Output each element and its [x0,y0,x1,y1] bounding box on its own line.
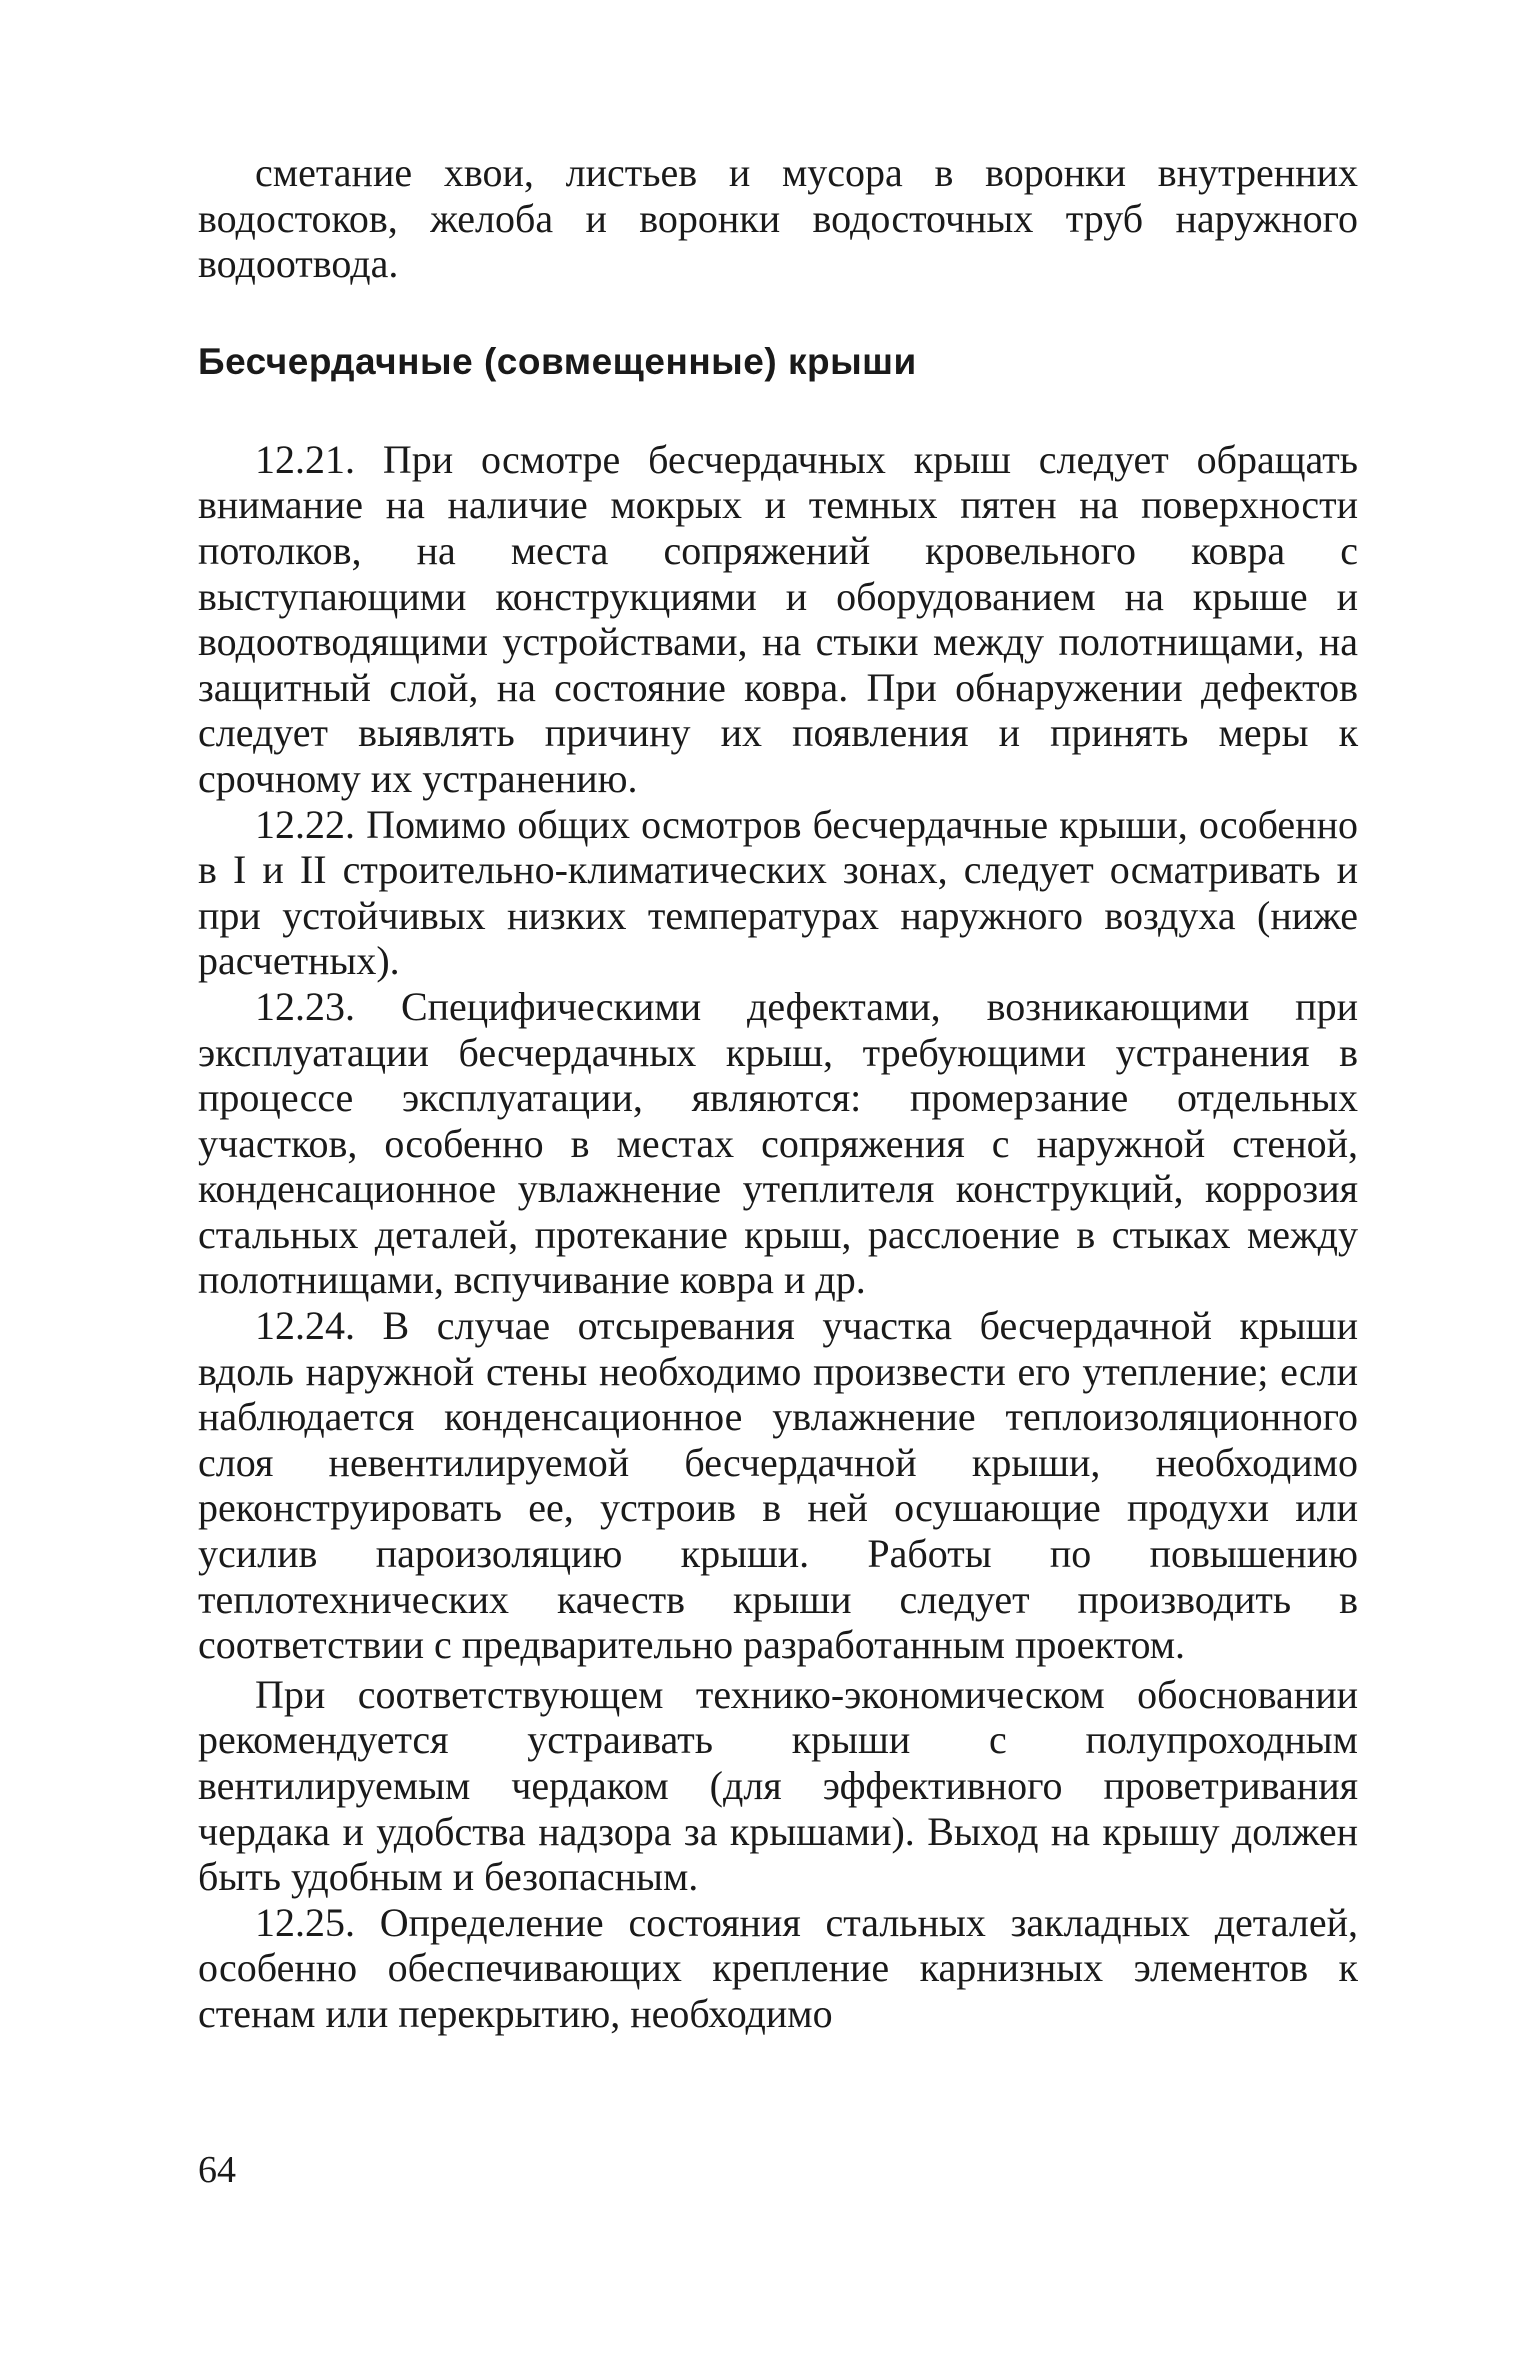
section-heading: Бесчердачные (совмещенные) крыши [198,340,917,382]
continuation-paragraph: сметание хвои, листьев и мусора в воронки внутренних водостоков, желоба и воронки водосточных труб наружного водоотвода. [198,150,1358,287]
page-number: 64 [198,2149,236,2191]
paragraph-12-24: 12.24. В случае отсыревания участка бесчердачной крыши вдоль наружной стены необходимо произвести его утепление; если наблюдается конденсационное увлажнение теплоизоляционного слоя невентилируемой бесчердачной крыши, необходимо реконструировать ее, устроив в ней осушающие продухи или усилив пароизоляцию крыши. Работы по повышению теплотехнических качеств крыши следует производить в соответствии с предварительно разработанным проектом. [198,1303,1358,1668]
paragraph-12-23: 12.23. Специфическими дефектами, возникающими при эксплуатации бесчердачных крыш, требующими устранения в процессе эксплуатации, являются: промерзание отдельных участков, особенно в местах сопряжения с наружной стеной, конденсационное увлажнение утеплителя конструкций, коррозия стальных деталей, протекание крыш, расслоение в стыках между полотнищами, вспучивание ковра и др. [198,983,1358,1303]
page-body [198,150,1358,2037]
paragraph-12-22: 12.22. Помимо общих осмотров бесчердачные крыши, особенно в I и II строительно-климатических зонах, следует осматривать и при устойчивых низких температурах наружного воздуха (ниже расчетных). [198,801,1358,984]
paragraph-12-25: 12.25. Определение состояния стальных закладных деталей, особенно обеспечивающих крепление карнизных элементов к стенам или перекрытию, необходимо [198,1899,1358,2036]
paragraph-12-21: 12.21. При осмотре бесчердачных крыш следует обращать внимание на наличие мокрых и темных пятен на поверхности потолков, на места сопряжений кровельного ковра с выступающими конструкциями и оборудованием на крыше и водоотводящими устройствами, на стыки между полотнищами, на защитный слой, на состояние ковра. При обнаружении дефектов следует выявлять причину их появления и принять меры к срочному их устранению. [198,436,1358,801]
paragraph-recommendation: При соответствующем технико-экономическом обосновании рекомендуется устраивать крыши с полупроходным вентилируемым чердаком (для эффективного проветривания чердака и удобства надзора за крышами). Выход на крышу должен быть удобным и безопасным. [198,1671,1358,1900]
